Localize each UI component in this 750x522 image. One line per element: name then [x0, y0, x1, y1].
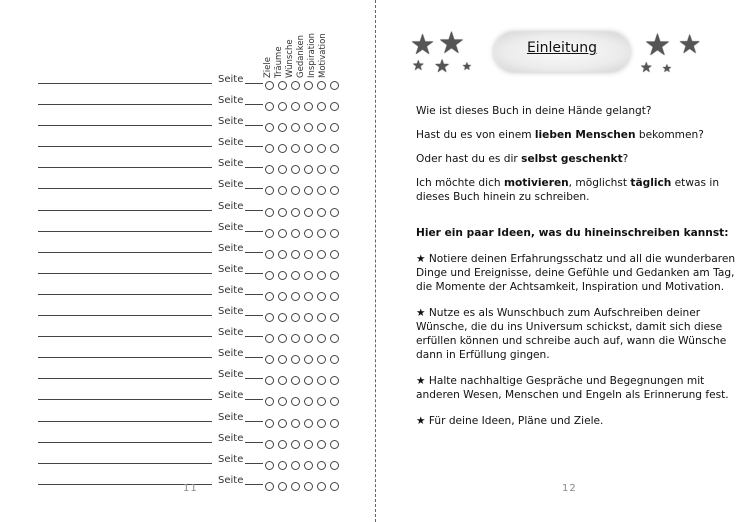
checkbox-circle[interactable] — [317, 461, 326, 470]
checkbox-circle[interactable] — [304, 397, 313, 406]
checkbox-circle[interactable] — [330, 250, 339, 259]
checkbox-circle[interactable] — [304, 186, 313, 195]
page-number-line[interactable] — [245, 83, 263, 84]
page-number-line[interactable] — [245, 421, 263, 422]
checkbox-circle[interactable] — [291, 461, 300, 470]
entry-line[interactable] — [38, 252, 212, 253]
checkbox-circle[interactable] — [330, 81, 339, 90]
seite-label: Seite — [218, 306, 244, 318]
checkbox-circle[interactable] — [304, 461, 313, 470]
page-number-line[interactable] — [245, 146, 263, 147]
entry-line[interactable] — [38, 104, 212, 105]
checkbox-circle[interactable] — [317, 419, 326, 428]
column-header-gedanken: Gedanken — [296, 34, 306, 78]
checkbox-circle[interactable] — [330, 334, 339, 343]
checkbox-circle[interactable] — [265, 229, 274, 238]
page-title: Einleitung — [526, 40, 598, 56]
checkbox-circle[interactable] — [304, 313, 313, 322]
checkbox-circle[interactable] — [278, 186, 287, 195]
checkbox-circle[interactable] — [330, 102, 339, 111]
page-number-line[interactable] — [245, 315, 263, 316]
checkbox-group — [265, 117, 343, 136]
checkbox-circle[interactable] — [317, 355, 326, 364]
column-header-wuensche: Wünsche — [285, 39, 295, 78]
idea-item-1: ★ Notiere deinen Erfahrungsschatz und all die wunderbaren Dinge und Ereignisse, deine Gefühle und Gedanken am Tag, die Momente der Achtsamkeit, Inspiration und Motivation. — [416, 253, 736, 293]
checkbox-circle[interactable] — [330, 376, 339, 385]
star-icon: ★ — [438, 26, 465, 61]
checkbox-circle[interactable] — [304, 271, 313, 280]
checkbox-circle[interactable] — [317, 123, 326, 132]
seite-label: Seite — [218, 74, 244, 85]
checkbox-circle[interactable] — [317, 250, 326, 259]
checkbox-circle[interactable] — [265, 186, 274, 195]
checkbox-group — [265, 391, 343, 410]
checkbox-circle[interactable] — [330, 229, 339, 238]
page-number-line[interactable] — [245, 188, 263, 189]
page-number-line[interactable] — [245, 294, 263, 295]
checkbox-circle[interactable] — [265, 397, 274, 406]
checkbox-circle[interactable] — [265, 102, 274, 111]
index-row — [38, 72, 358, 93]
checkbox-circle[interactable] — [330, 144, 339, 153]
checkbox-circle[interactable] — [278, 334, 287, 343]
seite-label: Seite — [218, 284, 244, 296]
checkbox-circle[interactable] — [304, 81, 313, 90]
seite-label: Seite — [218, 242, 244, 254]
star-icon: ★ — [434, 56, 451, 77]
column-header-traeume: Träume — [274, 46, 284, 78]
checkbox-circle[interactable] — [291, 81, 300, 90]
checkbox-circle[interactable] — [304, 229, 313, 238]
checkbox-circle[interactable] — [265, 144, 274, 153]
index-row — [38, 431, 358, 452]
seite-label: Seite — [218, 369, 244, 381]
checkbox-circle[interactable] — [330, 397, 339, 406]
page-number-line[interactable] — [245, 125, 263, 126]
checkbox-circle[interactable] — [291, 355, 300, 364]
checkbox-circle[interactable] — [265, 334, 274, 343]
seite-label: Seite — [218, 432, 244, 444]
checkbox-group — [265, 413, 343, 432]
checkbox-circle[interactable] — [278, 461, 287, 470]
page-number-line[interactable] — [245, 252, 263, 253]
checkbox-circle[interactable] — [330, 208, 339, 217]
paragraph-4: Ich möchte dich motivieren, möglichst täglich etwas in dieses Buch hinein zu schreiben. — [416, 177, 720, 203]
checkbox-circle[interactable] — [304, 208, 313, 217]
index-row — [38, 241, 358, 262]
checkbox-circle[interactable] — [265, 440, 274, 449]
checkbox-circle[interactable] — [278, 376, 287, 385]
checkbox-circle[interactable] — [291, 186, 300, 195]
index-row — [38, 410, 358, 431]
star-icon: ★ — [462, 60, 472, 73]
checkbox-circle[interactable] — [265, 461, 274, 470]
seite-label: Seite — [218, 411, 244, 423]
index-row — [38, 135, 358, 156]
checkbox-circle[interactable] — [291, 229, 300, 238]
entry-line[interactable] — [38, 442, 212, 443]
seite-label: Seite — [218, 200, 244, 212]
checkbox-group — [265, 286, 343, 305]
checkbox-circle[interactable] — [330, 271, 339, 280]
index-row — [38, 452, 358, 473]
checkbox-circle[interactable] — [278, 292, 287, 301]
star-icon: ★ — [410, 28, 436, 61]
index-row — [38, 325, 358, 346]
entry-line[interactable] — [38, 294, 212, 295]
index-row — [38, 388, 358, 409]
checkbox-circle[interactable] — [265, 355, 274, 364]
checkbox-circle[interactable] — [278, 482, 287, 491]
checkbox-circle[interactable] — [317, 208, 326, 217]
checkbox-circle[interactable] — [278, 123, 287, 132]
seite-label: Seite — [218, 348, 244, 360]
checkbox-circle[interactable] — [265, 123, 274, 132]
entry-line[interactable] — [38, 463, 212, 464]
page-number-right: 12 — [562, 483, 577, 494]
column-header-inspiration: Inspiration — [307, 32, 317, 78]
checkbox-circle[interactable] — [278, 355, 287, 364]
checkbox-group — [265, 370, 343, 389]
checkbox-group — [265, 138, 343, 157]
checkbox-circle[interactable] — [265, 419, 274, 428]
checkbox-circle[interactable] — [278, 229, 287, 238]
checkbox-circle[interactable] — [291, 271, 300, 280]
entry-line[interactable] — [38, 378, 212, 379]
index-rows — [38, 72, 358, 494]
checkbox-circle[interactable] — [330, 313, 339, 322]
paragraph-1: Wie ist dieses Buch in deine Hände gelangt? — [416, 105, 652, 117]
checkbox-circle[interactable] — [291, 102, 300, 111]
index-row — [38, 156, 358, 177]
star-icon: ★ — [662, 62, 672, 75]
seite-label: Seite — [218, 453, 244, 465]
entry-line[interactable] — [38, 167, 212, 168]
checkbox-circle[interactable] — [317, 102, 326, 111]
page-number-line[interactable] — [245, 399, 263, 400]
checkbox-circle[interactable] — [330, 165, 339, 174]
seite-label: Seite — [218, 179, 244, 191]
entry-line[interactable] — [38, 188, 212, 189]
idea-item-3: ★ Halte nachhaltige Gespräche und Begegnungen mit anderen Wesen, Menschen und Engeln als Erinnerung fest. — [416, 375, 729, 401]
index-row — [38, 220, 358, 241]
checkbox-circle[interactable] — [265, 482, 274, 491]
index-row — [38, 283, 358, 304]
checkbox-circle[interactable] — [304, 376, 313, 385]
checkbox-circle[interactable] — [265, 313, 274, 322]
checkbox-circle[interactable] — [317, 292, 326, 301]
page-number-line[interactable] — [245, 357, 263, 358]
checkbox-group — [265, 180, 343, 199]
checkbox-circle[interactable] — [330, 355, 339, 364]
seite-label: Seite — [218, 137, 244, 149]
checkbox-circle[interactable] — [291, 123, 300, 132]
entry-line[interactable] — [38, 210, 212, 211]
index-row — [38, 177, 358, 198]
checkbox-circle[interactable] — [291, 292, 300, 301]
index-row — [38, 304, 358, 325]
entry-line[interactable] — [38, 273, 212, 274]
title-cloud — [494, 32, 630, 72]
checkbox-circle[interactable] — [291, 482, 300, 491]
paragraph-3: Oder hast du es dir selbst geschenkt? — [416, 153, 629, 165]
checkbox-circle[interactable] — [278, 250, 287, 259]
checkbox-circle[interactable] — [304, 334, 313, 343]
column-header-motivation: Motivation — [318, 33, 328, 78]
checkbox-circle[interactable] — [278, 165, 287, 174]
checkbox-circle[interactable] — [330, 123, 339, 132]
seite-label: Seite — [218, 474, 244, 486]
star-icon: ★ — [640, 60, 653, 76]
checkbox-group — [265, 265, 343, 284]
index-row — [38, 114, 358, 135]
page-number-line[interactable] — [245, 167, 263, 168]
paragraph-2: Hast du es von einem lieben Menschen bekommen? — [416, 129, 704, 141]
checkbox-circle[interactable] — [317, 313, 326, 322]
checkbox-circle[interactable] — [278, 208, 287, 217]
page-number-line[interactable] — [245, 273, 263, 274]
title-banner — [408, 22, 728, 84]
checkbox-group — [265, 455, 343, 474]
checkbox-group — [265, 328, 343, 347]
checkbox-circle[interactable] — [317, 376, 326, 385]
page-number-line[interactable] — [245, 210, 263, 211]
checkbox-circle[interactable] — [278, 440, 287, 449]
checkbox-circle[interactable] — [291, 334, 300, 343]
seite-label: Seite — [218, 327, 244, 339]
checkbox-circle[interactable] — [278, 271, 287, 280]
checkbox-circle[interactable] — [265, 250, 274, 259]
checkbox-circle[interactable] — [304, 419, 313, 428]
checkbox-circle[interactable] — [304, 250, 313, 259]
ideas-heading: Hier ein paar Ideen, was du hineinschreiben kannst: — [416, 227, 729, 239]
checkbox-circle[interactable] — [265, 376, 274, 385]
checkbox-circle[interactable] — [304, 292, 313, 301]
page-number-line[interactable] — [245, 231, 263, 232]
page-number-line[interactable] — [245, 104, 263, 105]
checkbox-group — [265, 349, 343, 368]
checkbox-circle[interactable] — [304, 355, 313, 364]
checkbox-circle[interactable] — [304, 482, 313, 491]
checkbox-circle[interactable] — [278, 81, 287, 90]
entry-line[interactable] — [38, 357, 212, 358]
checkbox-circle[interactable] — [304, 102, 313, 111]
index-row — [38, 262, 358, 283]
checkbox-circle[interactable] — [291, 165, 300, 174]
right-page — [378, 0, 750, 522]
checkbox-circle[interactable] — [278, 313, 287, 322]
checkbox-circle[interactable] — [317, 186, 326, 195]
page-number-line[interactable] — [245, 336, 263, 337]
checkbox-circle[interactable] — [278, 102, 287, 111]
checkbox-circle[interactable] — [278, 144, 287, 153]
index-row — [38, 346, 358, 367]
seite-label: Seite — [218, 390, 244, 402]
entry-line[interactable] — [38, 336, 212, 337]
page-number-line[interactable] — [245, 378, 263, 379]
checkbox-circle[interactable] — [278, 397, 287, 406]
checkbox-circle[interactable] — [291, 440, 300, 449]
idea-item-2: ★ Nutze es als Wunschbuch zum Aufschreiben deiner Wünsche, die du ins Universum schickst, damit sich diese erfüllen können und schreibe auch auf, wann die Wünsche dann in Erfüllung gingen. — [416, 307, 727, 361]
checkbox-circle[interactable] — [317, 440, 326, 449]
index-row — [38, 473, 358, 494]
checkbox-circle[interactable] — [291, 144, 300, 153]
seite-label: Seite — [218, 221, 244, 233]
intro-text — [416, 104, 736, 438]
checkbox-circle[interactable] — [330, 292, 339, 301]
seite-label: Seite — [218, 158, 244, 170]
column-header-ziele: Ziele — [263, 56, 273, 78]
checkbox-group — [265, 434, 343, 453]
checkbox-circle[interactable] — [330, 440, 339, 449]
entry-line[interactable] — [38, 421, 212, 422]
checkbox-circle[interactable] — [291, 208, 300, 217]
seite-label: Seite — [218, 95, 244, 107]
index-row — [38, 199, 358, 220]
page-number-line[interactable] — [245, 463, 263, 464]
page-number-left: 11 — [183, 483, 198, 494]
checkbox-group — [265, 96, 343, 115]
checkbox-group — [265, 202, 343, 221]
checkbox-circle[interactable] — [304, 123, 313, 132]
page-number-line[interactable] — [245, 484, 263, 485]
checkbox-circle[interactable] — [291, 419, 300, 428]
checkbox-circle[interactable] — [291, 313, 300, 322]
seite-label: Seite — [218, 263, 244, 275]
checkbox-circle[interactable] — [265, 271, 274, 280]
checkbox-group — [265, 223, 343, 242]
column-headers — [263, 18, 353, 78]
seite-label: Seite — [218, 116, 244, 128]
entry-line[interactable] — [38, 399, 212, 400]
checkbox-circle[interactable] — [265, 165, 274, 174]
checkbox-circle[interactable] — [291, 397, 300, 406]
index-row — [38, 367, 358, 388]
checkbox-circle[interactable] — [304, 440, 313, 449]
entry-line[interactable] — [38, 315, 212, 316]
checkbox-circle[interactable] — [265, 208, 274, 217]
checkbox-circle[interactable] — [265, 292, 274, 301]
checkbox-circle[interactable] — [330, 186, 339, 195]
checkbox-circle[interactable] — [317, 165, 326, 174]
checkbox-circle[interactable] — [330, 461, 339, 470]
page-number-line[interactable] — [245, 442, 263, 443]
checkbox-group — [265, 476, 343, 495]
checkbox-group — [265, 244, 343, 263]
star-icon: ★ — [412, 58, 425, 74]
checkbox-circle[interactable] — [265, 81, 274, 90]
checkbox-circle[interactable] — [330, 482, 339, 491]
idea-item-4: ★ Für deine Ideen, Pläne und Ziele. — [416, 415, 604, 427]
checkbox-circle[interactable] — [317, 397, 326, 406]
star-icon: ★ — [678, 30, 702, 60]
entry-line[interactable] — [38, 125, 212, 126]
checkbox-circle[interactable] — [291, 376, 300, 385]
checkbox-circle[interactable] — [291, 250, 300, 259]
checkbox-circle[interactable] — [304, 165, 313, 174]
checkbox-group — [265, 75, 343, 94]
checkbox-circle[interactable] — [317, 271, 326, 280]
page-divider — [375, 0, 376, 522]
entry-line[interactable] — [38, 146, 212, 147]
checkbox-circle[interactable] — [330, 419, 339, 428]
checkbox-circle[interactable] — [317, 144, 326, 153]
checkbox-circle[interactable] — [278, 419, 287, 428]
checkbox-circle[interactable] — [317, 334, 326, 343]
checkbox-circle[interactable] — [304, 144, 313, 153]
checkbox-circle[interactable] — [317, 229, 326, 238]
entry-line[interactable] — [38, 231, 212, 232]
index-row — [38, 93, 358, 114]
checkbox-group — [265, 159, 343, 178]
entry-line[interactable] — [38, 83, 212, 84]
checkbox-circle[interactable] — [317, 482, 326, 491]
star-icon: ★ — [644, 28, 671, 63]
checkbox-group — [265, 307, 343, 326]
checkbox-circle[interactable] — [317, 81, 326, 90]
